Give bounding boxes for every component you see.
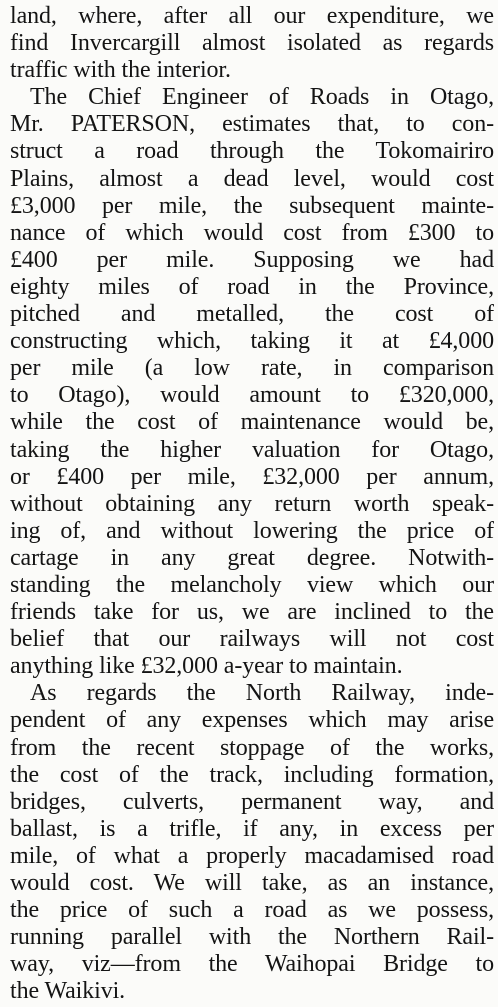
article-line: land, where, after all our expenditure, we (10, 3, 494, 29)
article-line: eighty miles of road in the Province, (10, 273, 494, 300)
article-column (10, 3, 494, 1005)
article-line: per mile (a low rate, in comparison (10, 355, 494, 382)
article-line: ballast, is a trifle, if any, in excess per (10, 815, 494, 842)
article-line: from the recent stoppage of the works, (10, 734, 494, 761)
article-line: cartage in any great degree. Notwith- (10, 544, 494, 571)
article-line: mile, of what a properly macadamised road (10, 842, 494, 869)
article-line: belief that our railways will not cost (10, 626, 494, 653)
article-line: find Invercargill almost isolated as regards (10, 30, 494, 57)
article-line: Plains, almost a dead level, would cost (10, 165, 494, 192)
article-line: the Waikivi. (10, 978, 126, 1005)
article-line: or £400 per mile, £32,000 per annum, (10, 463, 494, 490)
article-line: while the cost of maintenance would be, (10, 409, 494, 436)
article-line: without obtaining any return worth speak- (10, 490, 494, 517)
article-line: struct a road through the Tokomairiro (10, 138, 494, 165)
article-line: anything like £32,000 a-year to maintain. (10, 653, 403, 680)
article-line: to Otago), would amount to £320,000, (10, 382, 494, 409)
article-line: The Chief Engineer of Roads in Otago, (30, 84, 494, 111)
article-line: pitched and metalled, the cost of (10, 301, 494, 328)
article-line: nance of which would cost from £300 to (10, 219, 494, 246)
article-line: bridges, culverts, permanent way, and (10, 788, 494, 815)
article-line: running parallel with the Northern Rail- (10, 924, 494, 951)
article-line: £400 per mile. Supposing we had (10, 246, 494, 273)
article-line: would cost. We will take, as an instance, (10, 870, 494, 896)
article-line: the price of such a road as we possess, (10, 897, 494, 924)
article-line: taking the higher valuation for Otago, (10, 436, 494, 463)
article-line: traffic with the interior. (10, 57, 231, 84)
article-line: pendent of any expenses which may arise (10, 707, 494, 734)
article-line: ing of, and without lowering the price of (10, 517, 494, 544)
article-line: constructing which, taking it at £4,000 (10, 328, 494, 355)
article-line: £3,000 per mile, the subsequent mainte- (10, 192, 494, 219)
article-line: the cost of the track, including formation, (10, 761, 494, 788)
article-line: Mr. PATERSON, estimates that, to con- (10, 111, 494, 138)
article-line: friends take for us, we are inclined to the (10, 599, 494, 626)
article-line: way, viz—from the Waihopai Bridge to (10, 951, 494, 978)
article-line: As regards the North Railway, inde- (30, 680, 494, 707)
article-line: standing the melancholy view which our (10, 571, 494, 598)
